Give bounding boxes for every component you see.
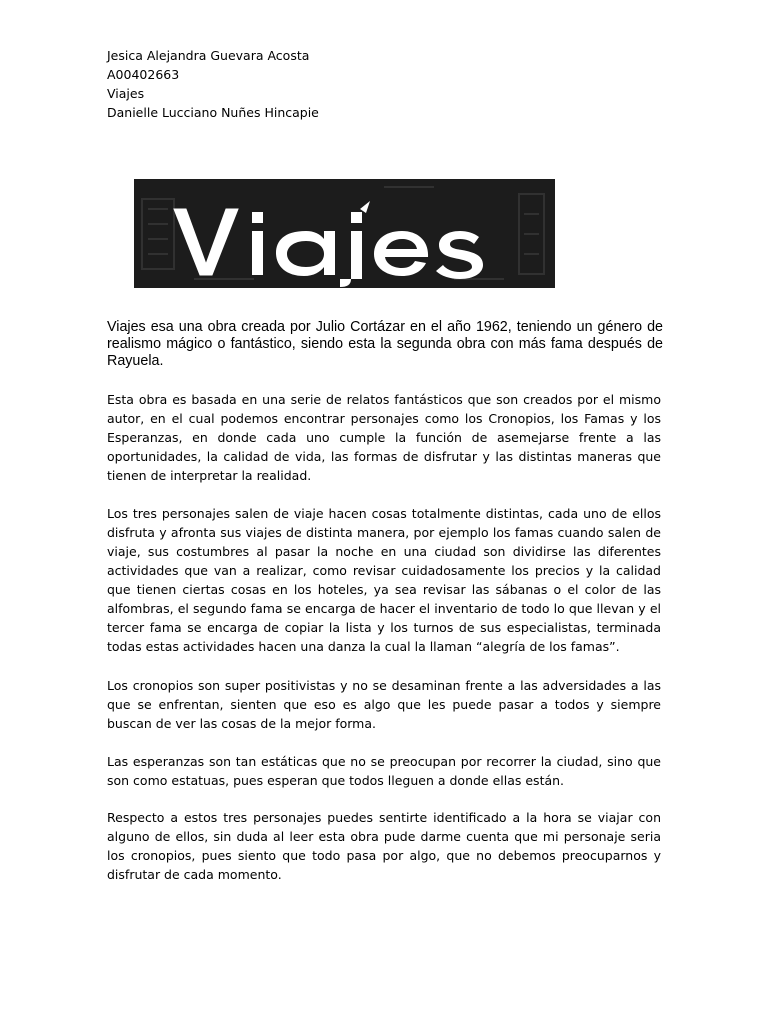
subject: Viajes	[107, 86, 145, 101]
characters-highlight: Cronopios, los Famas y los Esperanzas	[107, 411, 661, 445]
paragraph-characters-after: , en donde cada uno cumple la función de asemejarse frente a las oportunidades, la calidad de vida, las formas de disfrutar y las distintas maneras que tienen de interpretar la realidad.	[107, 430, 661, 483]
document-header	[107, 46, 319, 122]
intro-paragraph: Viajes esa una obra creada por Julio Cortázar en el año 1962, teniendo un género de realismo mágico o fantástico, siendo esta la segunda obra con más fama después de Rayuela.	[107, 319, 663, 369]
teacher-name: Danielle Lucciano Nuñes Hincapie	[107, 105, 319, 120]
viajes-logo-graphic	[134, 179, 555, 288]
paragraph-cronopios: Los cronopios son super positivistas y no se desaminan frente a las adversidades a las que se enfrentan, sienten que eso es algo que les puede pasar a todos y siempre buscan de ver las cosas de la mejor forma.	[107, 678, 661, 731]
paragraph-conclusion: Respecto a estos tres personajes puedes sentirte identificado a la hora se viajar con alguno de ellos, sin duda al leer esta obra pude darme cuenta que mi personaje seria los cronopios, pues siento que todo pasa por algo, que no debemos preocuparnos y disfrutar de cada momento.	[107, 810, 661, 882]
paragraph-characters	[107, 390, 661, 485]
paragraph-esperanzas: Las esperanzas son tan estáticas que no se preocupan por recorrer la ciudad, sino que son como estatuas, pues esperan que todos lleguen a donde ellas están.	[107, 754, 661, 788]
viajes-logo-image	[134, 179, 555, 288]
paragraph-characters-before: Esta obra es basada en una serie de relatos fantásticos que son creados por el mismo autor, en el cual podemos encontrar personajes como los	[107, 392, 661, 426]
paragraph-travel: Los tres personajes salen de viaje hacen cosas totalmente distintas, cada uno de ellos disfruta y afronta sus viajes de distinta manera, por ejemplo los famas cuando salen de viaje, sus costumbres al pasar la noche en una ciudad son dividirse las diferentes actividades que van a realizar, como revisar cuidadosamente los precios y la calidad que tienen ciertas cosas en los hoteles, ya sea revisar las sábanas o el color de las alfombras, el segundo fama se encarga de hacer el inventario de todo lo que llevan y el tercer fama se encarga de copiar la lista y los turnos de sus especialistas, terminada todas estas actividades hacen una danza la cual la llaman “alegría de los famas”.	[107, 506, 661, 654]
student-id: A00402663	[107, 67, 180, 82]
student-name: Jesica Alejandra Guevara Acosta	[107, 48, 310, 63]
